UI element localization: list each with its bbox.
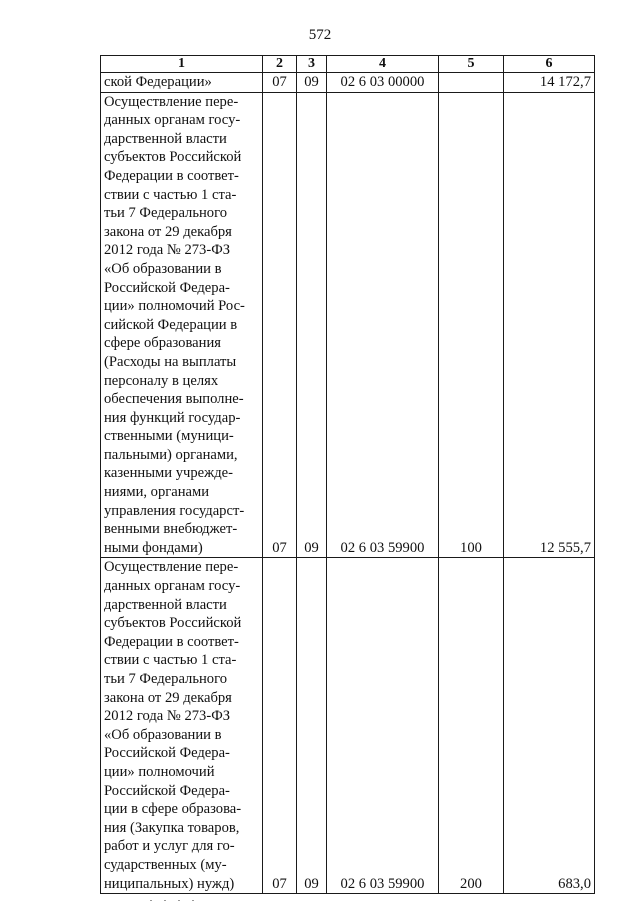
table-header-row — [101, 56, 595, 73]
budget-table — [100, 55, 595, 894]
target-article-cell: 02 6 03 00000 — [327, 73, 439, 93]
amount-cell: 12 555,7 — [504, 92, 595, 558]
row-name-cell — [101, 92, 263, 558]
column-header: 5 — [439, 56, 504, 73]
scan-dot — [150, 900, 152, 901]
subsection-cell: 09 — [297, 73, 327, 93]
column-header: 6 — [504, 56, 595, 73]
table-row — [101, 92, 595, 558]
scan-artifact-marks — [150, 888, 230, 890]
row-name-cell: ской Федерации» — [101, 73, 263, 93]
table-row — [101, 558, 595, 894]
table-row — [101, 73, 595, 93]
expense-type-cell: 100 — [439, 92, 504, 558]
column-header: 4 — [327, 56, 439, 73]
expense-type-cell: 200 — [439, 558, 504, 894]
target-article-cell: 02 6 03 59900 — [327, 558, 439, 894]
column-header: 1 — [101, 56, 263, 73]
section-cell: 07 — [263, 92, 297, 558]
scan-dot — [178, 900, 180, 901]
row-name-cell — [101, 558, 263, 894]
amount-cell: 14 172,7 — [504, 73, 595, 93]
subsection-cell: 09 — [297, 558, 327, 894]
column-header: 2 — [263, 56, 297, 73]
row-description: Осуществление пере- данных органам госу- дарственной власти субъектов Российской Федерации в соответ- ствии с частью 1 ста- тьи 7 Федерального закона от 29 декабря 2012 года № 273-ФЗ «Об образовании в Российской Федера- ции» полномочий Российской Федера- ции в сфере образова- ния (Закупка товаров, работ и услуг для го- сударственных (му- ниципальных) нужд) — [104, 559, 242, 892]
target-article-cell: 02 6 03 59900 — [327, 92, 439, 558]
scan-dot — [192, 900, 194, 901]
section-cell: 07 — [263, 558, 297, 894]
section-cell: 07 — [263, 73, 297, 93]
scan-dot — [164, 900, 166, 901]
subsection-cell: 09 — [297, 92, 327, 558]
column-header: 3 — [297, 56, 327, 73]
row-description: Осуществление пере- данных органам госу- дарственной власти субъектов Российской Федерации в соответ- ствии с частью 1 ста- тьи 7 Федерального закона от 29 декабря 2012 года № 273-ФЗ «Об образовании в Российской Федера- ции» полномочий Рос- сийской Федерации в сфере образования (Расходы на выплаты персоналу в целях обеспечения выполне- ния функций государ- ственными (муници- пальными) органами, казенными учрежде- ниями, органами управления государст- венными внебюджет- ными фондами) — [104, 93, 245, 556]
expense-type-cell — [439, 73, 504, 93]
amount-cell: 683,0 — [504, 558, 595, 894]
page-number: 572 — [308, 27, 332, 43]
